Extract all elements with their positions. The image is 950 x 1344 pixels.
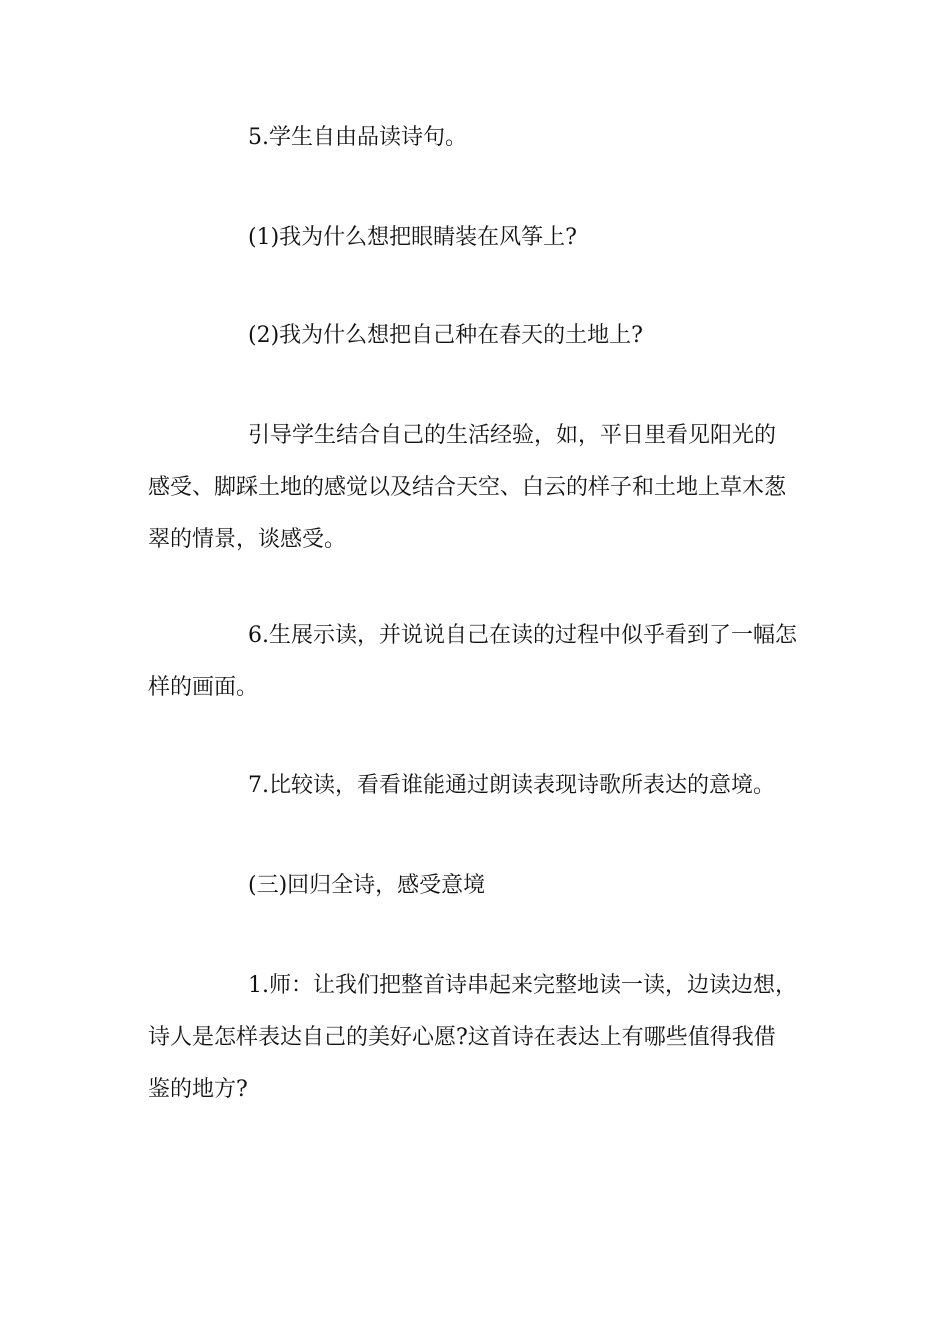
paragraph-question-2 bbox=[148, 310, 808, 362]
text-line: 6.生展示读，并说说自己在读的过程中似乎看到了一幅怎 bbox=[248, 623, 797, 648]
text-line: 7.比较读，看看谁能通过朗读表现诗歌所表达的意境。 bbox=[248, 773, 775, 798]
paragraph-teacher-step-1 bbox=[148, 960, 808, 1116]
text-line: 5.学生自由品读诗句。 bbox=[248, 125, 467, 150]
paragraph-step-5 bbox=[148, 112, 808, 164]
text-line: 诗人是怎样表达自己的美好心愿?这首诗在表达上有哪些值得我借 bbox=[148, 1025, 776, 1050]
paragraph-question-1 bbox=[148, 212, 808, 264]
paragraph-step-7 bbox=[148, 760, 808, 812]
text-line: (1)我为什么想把眼睛装在风筝上? bbox=[248, 225, 577, 250]
text-line: 鉴的地方? bbox=[148, 1077, 248, 1102]
paragraph-step-6 bbox=[148, 610, 808, 714]
text-line: 1.师：让我们把整首诗串起来完整地读一读，边读边想， bbox=[248, 973, 797, 998]
text-line: 翠的情景，谈感受。 bbox=[148, 527, 347, 552]
text-line: 引导学生结合自己的生活经验，如，平日里看见阳光的 bbox=[248, 423, 777, 448]
text-line: 感受、脚踩土地的感觉以及结合天空、白云的样子和土地上草木葱 bbox=[148, 475, 787, 500]
section-heading-3 bbox=[148, 860, 808, 912]
text-line: (三)回归全诗，感受意境 bbox=[248, 873, 486, 898]
text-line: (2)我为什么想把自己种在春天的土地上? bbox=[248, 323, 643, 348]
paragraph-guidance bbox=[148, 410, 808, 566]
text-line: 样的画面。 bbox=[148, 675, 259, 700]
